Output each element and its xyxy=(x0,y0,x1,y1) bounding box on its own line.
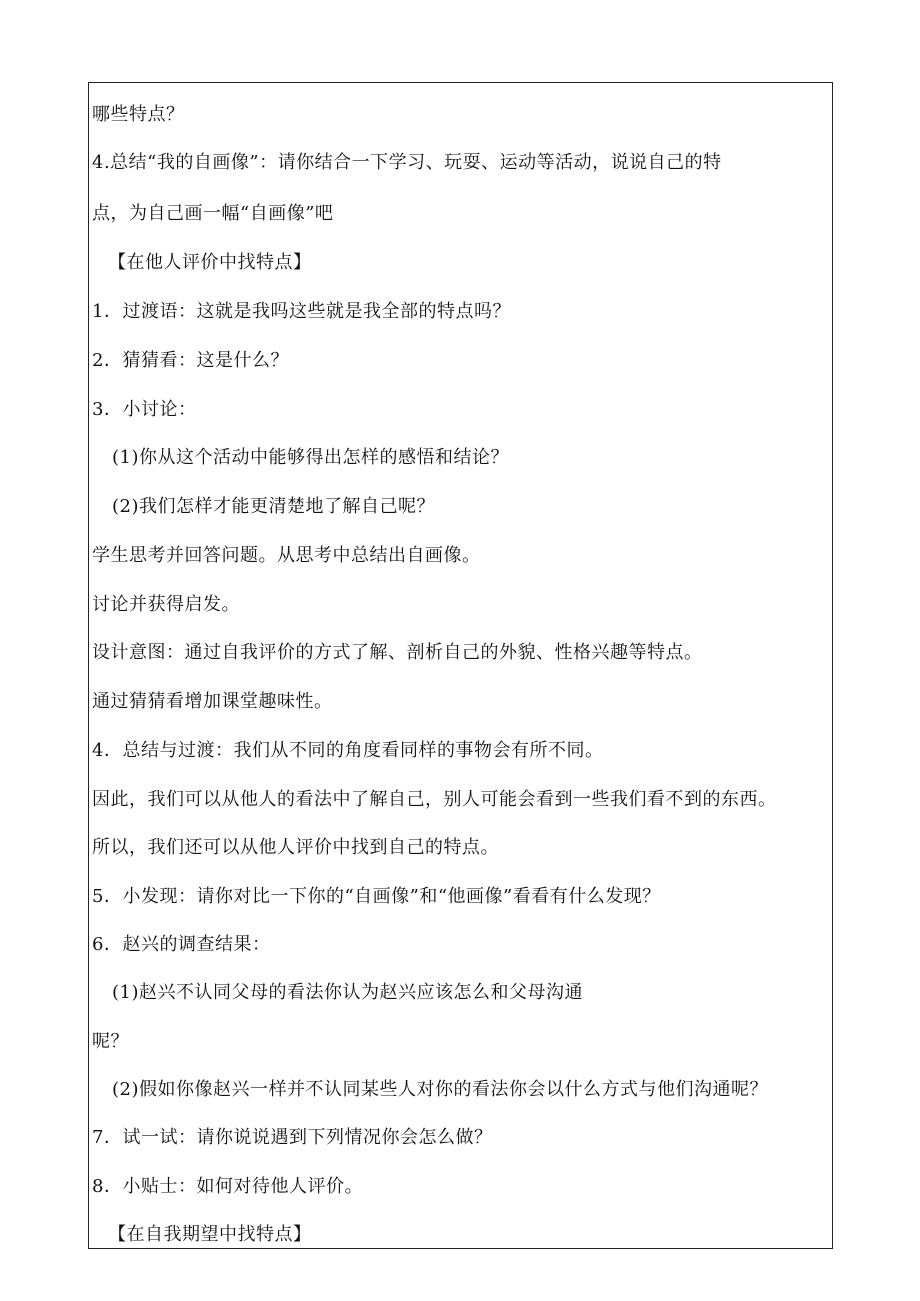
text-line-item-4b: 4．总结与过渡：我们从不同的角度看同样的事物会有所不同。 xyxy=(92,740,604,761)
text-line-sub-6-2: (2)假如你像赵兴一样并不认同某些人对你的看法你会以什么方式与他们沟通呢？ xyxy=(112,1079,768,1100)
text-line-sub-1: (1)你从这个活动中能够得出怎样的感悟和结论？ xyxy=(112,447,509,468)
text-line-item-6: 6．赵兴的调查结果： xyxy=(92,934,271,955)
text-line-discussion: 讨论并获得启发。 xyxy=(92,594,240,615)
text-line-item-4: 4.总结“我的自画像”：请你结合一下学习、玩耍、运动等活动，说说自己的特 xyxy=(92,152,722,173)
text-line-item-5: 5．小发现：请你对比一下你的“自画像”和“他画像”看看有什么发现？ xyxy=(92,886,661,907)
text-line-sub-6-1: (1)赵兴不认同父母的看法你认为赵兴应该怎么和父母沟通 xyxy=(112,982,583,1003)
text-line-design-intent: 设计意图：通过自我评价的方式了解、剖析自己的外貌、性格兴趣等特点。 xyxy=(92,642,703,663)
text-line-student-activity: 学生思考并回答问题。从思考中总结出自画像。 xyxy=(92,545,481,566)
text-line-so: 所以，我们还可以从他人评价中找到自己的特点。 xyxy=(92,837,499,858)
text-line-sub-6-1-cont: 呢？ xyxy=(92,1031,129,1052)
text-line-item-4-cont: 点，为自己画一幅“自画像”吧 xyxy=(92,203,334,224)
text-line-item-7: 7．试一试：请你说说遇到下列情况你会怎么做？ xyxy=(92,1127,493,1148)
text-line-item-8: 8．小贴士：如何对待他人评价。 xyxy=(92,1176,363,1197)
text-line-design-intent-2: 通过猜猜看增加课堂趣味性。 xyxy=(92,691,333,712)
text-line-item-1: 1．过渡语：这就是我吗这些就是我全部的特点吗？ xyxy=(92,301,511,322)
section-heading-self-expectation: 【在自我期望中找特点】 xyxy=(108,1224,312,1245)
section-heading-others-evaluation: 【在他人评价中找特点】 xyxy=(108,252,312,273)
text-line-sub-2: (2)我们怎样才能更清楚地了解自己呢？ xyxy=(112,496,435,517)
text-line-therefore: 因此，我们可以从他人的看法中了解自己，别人可能会看到一些我们看不到的东西。 xyxy=(92,789,777,810)
text-line-item-3: 3．小讨论： xyxy=(92,399,197,420)
text-line-item-2: 2．猜猜看：这是什么？ xyxy=(92,350,289,371)
text-line-continuation: 哪些特点？ xyxy=(92,104,185,125)
